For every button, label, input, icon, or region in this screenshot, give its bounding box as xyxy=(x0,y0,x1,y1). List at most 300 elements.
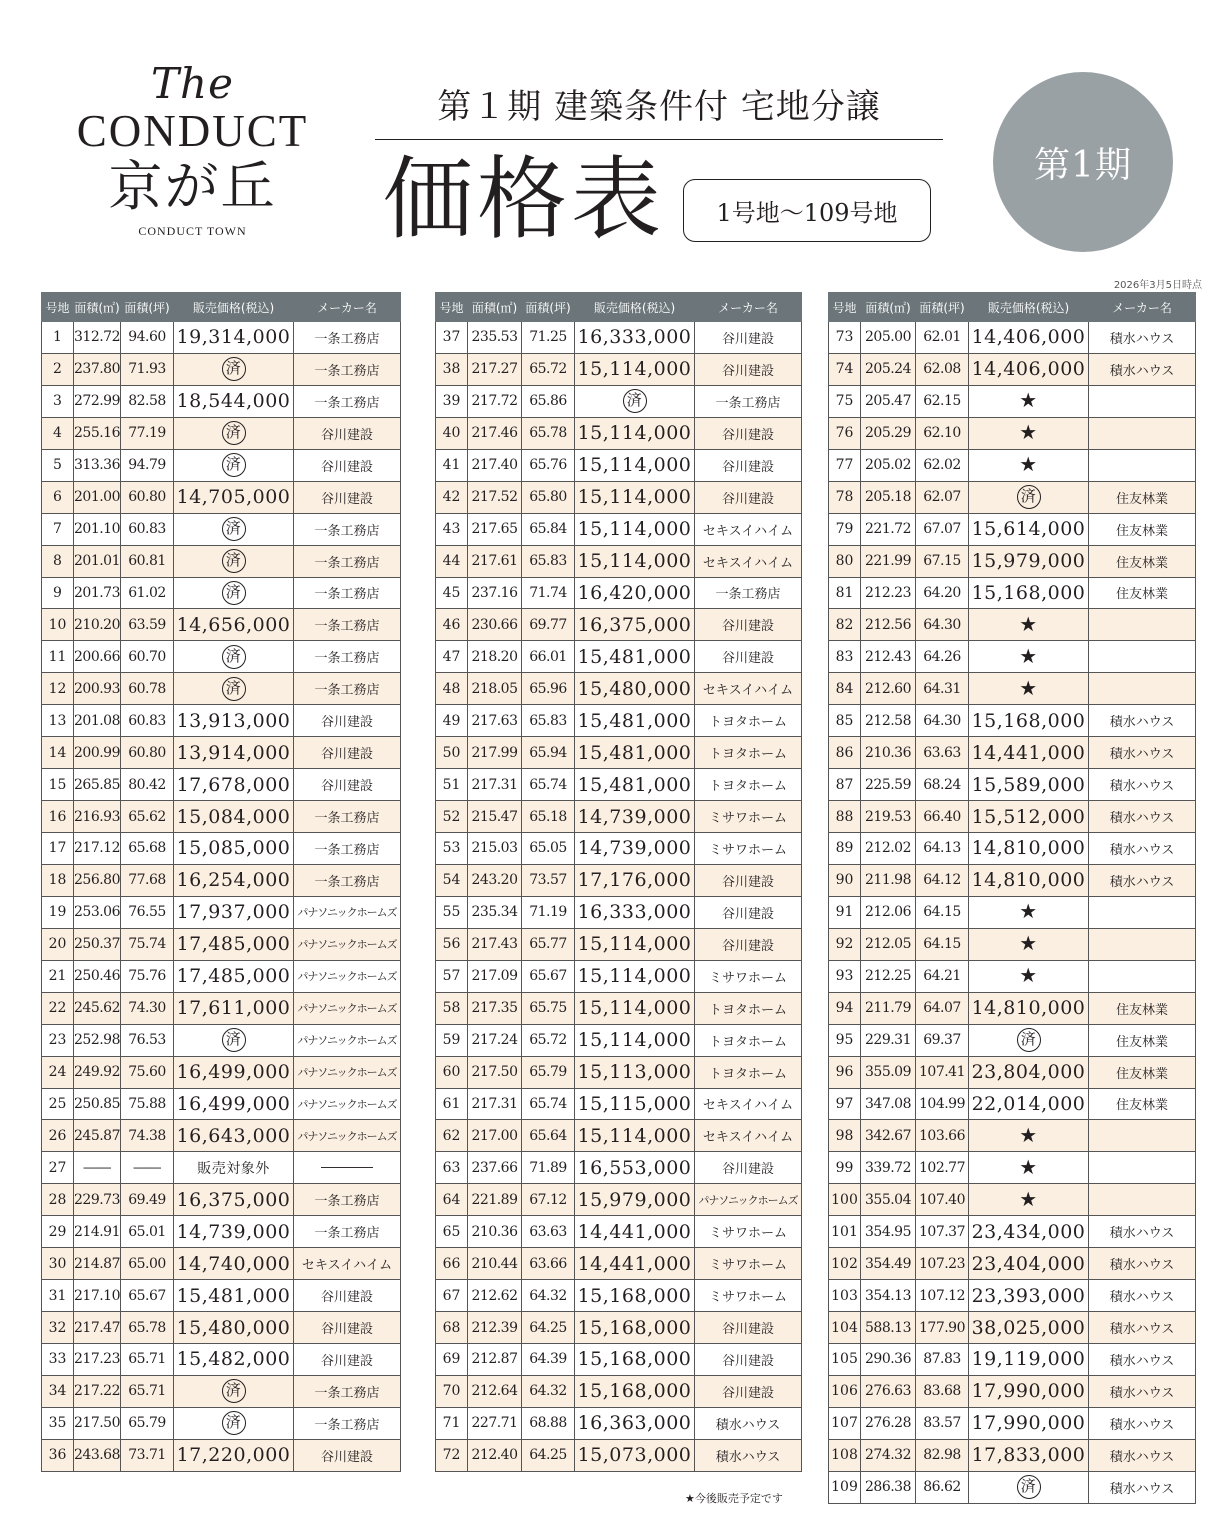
maker-cell: 谷川建設 xyxy=(294,705,401,737)
table-row xyxy=(829,1407,1196,1439)
area-sqm-cell: 216.93 xyxy=(74,801,121,833)
maker-header: メーカー名 xyxy=(695,293,802,322)
area-sqm-cell: 217.23 xyxy=(74,1344,121,1376)
table-row xyxy=(436,1248,802,1280)
maker-cell: 積水ハウス xyxy=(1089,737,1196,769)
area-sqm-cell: 212.06 xyxy=(861,896,916,928)
area-sqm-cell: 217.22 xyxy=(74,1375,121,1407)
table-row xyxy=(829,385,1196,417)
table-row xyxy=(42,641,401,673)
area-tsubo-cell: 65.86 xyxy=(522,385,575,417)
area-sqm-cell: 355.04 xyxy=(861,1184,916,1216)
table-row xyxy=(42,481,401,513)
area-sqm-cell: 217.46 xyxy=(468,417,522,449)
maker-cell: 一条工務店 xyxy=(294,353,401,385)
maker-cell: 一条工務店 xyxy=(294,1184,401,1216)
maker-cell: 谷川建設 xyxy=(695,609,802,641)
area-sqm-cell: 250.37 xyxy=(74,928,121,960)
table-row xyxy=(829,1375,1196,1407)
table-row xyxy=(436,609,802,641)
price-cell: 15,114,000 xyxy=(575,417,695,449)
area-sqm-cell: 210.36 xyxy=(861,737,916,769)
lot-number-cell: 106 xyxy=(829,1375,861,1407)
lot-number-cell: 108 xyxy=(829,1439,861,1471)
table-row xyxy=(829,353,1196,385)
price-cell xyxy=(969,609,1089,641)
area-tsubo-cell: 64.07 xyxy=(916,992,969,1024)
maker-cell xyxy=(1089,673,1196,705)
area-tsubo-cell: 60.80 xyxy=(121,481,174,513)
lot-range-badge: 1号地～109号地 xyxy=(683,179,931,242)
area-tsubo-cell: 60.78 xyxy=(121,673,174,705)
area-tsubo-cell: 65.71 xyxy=(121,1344,174,1376)
price-cell xyxy=(174,1407,294,1439)
lot-number-cell: 38 xyxy=(436,353,468,385)
lot-number-cell: 48 xyxy=(436,673,468,705)
maker-cell: パナソニックホームズ xyxy=(294,896,401,928)
table-row xyxy=(436,1088,802,1120)
price-cell: 16,363,000 xyxy=(575,1407,695,1439)
area-sqm-cell: 229.31 xyxy=(861,1024,916,1056)
lot-number-cell: 65 xyxy=(436,1216,468,1248)
price-cell: 15,114,000 xyxy=(575,992,695,1024)
table-row xyxy=(829,1344,1196,1376)
price-cell: 16,553,000 xyxy=(575,1152,695,1184)
maker-cell: 谷川建設 xyxy=(695,928,802,960)
area-tsubo-cell: 63.66 xyxy=(522,1248,575,1280)
area-sqm-cell: 212.64 xyxy=(468,1375,522,1407)
price-cell: 23,804,000 xyxy=(969,1056,1089,1088)
area-tsubo-cell: 65.67 xyxy=(121,1280,174,1312)
area-tsubo-cell: 65.75 xyxy=(522,992,575,1024)
area-tsubo-cell: 71.74 xyxy=(522,577,575,609)
table-row xyxy=(829,1439,1196,1471)
maker-cell: パナソニックホームズ xyxy=(294,1088,401,1120)
area-sqm-cell: 256.80 xyxy=(74,864,121,896)
table-row xyxy=(42,801,401,833)
area-sqm-cell: 217.61 xyxy=(468,545,522,577)
price-cell xyxy=(969,960,1089,992)
lot-number-cell: 12 xyxy=(42,673,74,705)
price-cell: 15,482,000 xyxy=(174,1344,294,1376)
table-row xyxy=(829,481,1196,513)
lot-number-cell: 53 xyxy=(436,833,468,865)
price-cell: 23,434,000 xyxy=(969,1216,1089,1248)
area-tsubo-cell: 65.18 xyxy=(522,801,575,833)
area-tsubo-cell: 83.57 xyxy=(916,1407,969,1439)
maker-cell: 積水ハウス xyxy=(1089,322,1196,354)
maker-cell: 谷川建設 xyxy=(695,353,802,385)
table-row xyxy=(829,769,1196,801)
area-tsubo-cell: 65.74 xyxy=(522,1088,575,1120)
area-tsubo-cell: 62.07 xyxy=(916,481,969,513)
area-tsubo-header: 面積(坪) xyxy=(916,293,969,322)
price-cell: 15,614,000 xyxy=(969,513,1089,545)
price-cell: 15,168,000 xyxy=(575,1312,695,1344)
maker-cell: ミサワホーム xyxy=(695,1280,802,1312)
lot-number-cell: 39 xyxy=(436,385,468,417)
area-tsubo-cell: 67.07 xyxy=(916,513,969,545)
price-table-3 xyxy=(828,292,1196,1504)
area-sqm-cell: 212.40 xyxy=(468,1439,522,1471)
maker-cell: 積水ハウス xyxy=(1089,1280,1196,1312)
lot-number-cell: 62 xyxy=(436,1120,468,1152)
price-cell: 16,499,000 xyxy=(174,1088,294,1120)
area-tsubo-cell: 71.25 xyxy=(522,322,575,354)
price-header: 販売価格(税込) xyxy=(969,293,1089,322)
lot-number-cell: 80 xyxy=(829,545,861,577)
area-tsubo-cell: 76.55 xyxy=(121,896,174,928)
lot-number-cell: 83 xyxy=(829,641,861,673)
area-tsubo-cell: 64.13 xyxy=(916,833,969,865)
lot-number-cell: 20 xyxy=(42,928,74,960)
area-sqm-cell: 265.85 xyxy=(74,769,121,801)
area-sqm-cell: 205.24 xyxy=(861,353,916,385)
area-tsubo-cell: 75.60 xyxy=(121,1056,174,1088)
lot-number-cell: 76 xyxy=(829,417,861,449)
price-cell: 16,420,000 xyxy=(575,577,695,609)
maker-cell: 一条工務店 xyxy=(294,801,401,833)
area-sqm-cell: 217.72 xyxy=(468,385,522,417)
table-row xyxy=(436,1375,802,1407)
price-cell: 16,333,000 xyxy=(575,322,695,354)
maker-cell: パナソニックホームズ xyxy=(294,1024,401,1056)
maker-cell: 谷川建設 xyxy=(294,769,401,801)
maker-cell: 谷川建設 xyxy=(695,1312,802,1344)
maker-cell: パナソニックホームズ xyxy=(294,992,401,1024)
price-cell: 16,499,000 xyxy=(174,1056,294,1088)
area-sqm-cell: 217.40 xyxy=(468,449,522,481)
area-tsubo-cell: 73.71 xyxy=(121,1439,174,1471)
area-tsubo-cell: 61.02 xyxy=(121,577,174,609)
area-sqm-cell: 211.98 xyxy=(861,864,916,896)
table-row xyxy=(829,417,1196,449)
maker-cell: 積水ハウス xyxy=(1089,353,1196,385)
price-cell: 15,114,000 xyxy=(575,353,695,385)
table-row xyxy=(829,705,1196,737)
price-cell: 13,913,000 xyxy=(174,705,294,737)
maker-cell xyxy=(1089,896,1196,928)
lot-number-cell: 43 xyxy=(436,513,468,545)
area-tsubo-cell: 65.76 xyxy=(522,449,575,481)
area-sqm-cell: 227.71 xyxy=(468,1407,522,1439)
table-row xyxy=(829,1216,1196,1248)
sold-mark: 済 xyxy=(222,677,246,701)
price-cell: 15,114,000 xyxy=(575,1024,695,1056)
lot-number-cell: 27 xyxy=(42,1152,74,1184)
logo-kyogaoka: 京が丘 xyxy=(108,155,277,218)
area-sqm-cell: 217.31 xyxy=(468,1088,522,1120)
area-sqm-cell: 274.32 xyxy=(861,1439,916,1471)
area-sqm-cell: 212.62 xyxy=(468,1280,522,1312)
maker-cell: 積水ハウス xyxy=(695,1439,802,1471)
area-sqm-cell: 212.23 xyxy=(861,577,916,609)
lot-number-cell: 1 xyxy=(42,322,74,354)
area-tsubo-cell: 103.66 xyxy=(916,1120,969,1152)
area-tsubo-cell: 64.25 xyxy=(522,1439,575,1471)
area-sqm-cell: 225.59 xyxy=(861,769,916,801)
area-tsubo-cell: 73.57 xyxy=(522,864,575,896)
area-sqm-cell: 212.56 xyxy=(861,609,916,641)
table-row xyxy=(42,1439,401,1471)
table-row xyxy=(42,1088,401,1120)
area-sqm-cell: 252.98 xyxy=(74,1024,121,1056)
lot-number-cell: 63 xyxy=(436,1152,468,1184)
maker-cell: 谷川建設 xyxy=(695,641,802,673)
sold-mark: 済 xyxy=(222,581,246,605)
maker-cell: 積水ハウス xyxy=(1089,801,1196,833)
table-row xyxy=(436,801,802,833)
lot-number-cell: 52 xyxy=(436,801,468,833)
lot-number-cell: 23 xyxy=(42,1024,74,1056)
area-tsubo-cell: ―― xyxy=(121,1152,174,1184)
maker-cell: トヨタホーム xyxy=(695,1056,802,1088)
lot-number-cell: 75 xyxy=(829,385,861,417)
area-sqm-cell: 243.68 xyxy=(74,1439,121,1471)
price-cell: 15,114,000 xyxy=(575,449,695,481)
maker-cell: パナソニックホームズ xyxy=(294,928,401,960)
table-row xyxy=(42,417,401,449)
table-row xyxy=(42,1184,401,1216)
area-sqm-cell: 354.49 xyxy=(861,1248,916,1280)
maker-cell: セキスイハイム xyxy=(695,673,802,705)
area-tsubo-cell: 62.02 xyxy=(916,449,969,481)
area-tsubo-cell: 83.68 xyxy=(916,1375,969,1407)
area-sqm-cell: 217.12 xyxy=(74,833,121,865)
price-cell: 15,114,000 xyxy=(575,1120,695,1152)
price-cell: 14,705,000 xyxy=(174,481,294,513)
lot-number-cell: 94 xyxy=(829,992,861,1024)
maker-cell: 一条工務店 xyxy=(294,322,401,354)
lot-number-cell: 40 xyxy=(436,417,468,449)
table-row xyxy=(42,864,401,896)
maker-cell: トヨタホーム xyxy=(695,769,802,801)
area-tsubo-cell: 68.24 xyxy=(916,769,969,801)
maker-cell: 谷川建設 xyxy=(294,481,401,513)
lot-number-cell: 82 xyxy=(829,609,861,641)
maker-cell: 一条工務店 xyxy=(294,1407,401,1439)
area-tsubo-cell: 64.30 xyxy=(916,705,969,737)
area-sqm-cell: 214.87 xyxy=(74,1248,121,1280)
area-tsubo-cell: 63.63 xyxy=(522,1216,575,1248)
maker-cell: 一条工務店 xyxy=(294,577,401,609)
lot-header: 号地 xyxy=(42,293,74,322)
area-sqm-cell: 354.95 xyxy=(861,1216,916,1248)
table-row xyxy=(42,737,401,769)
area-tsubo-cell: 65.79 xyxy=(121,1407,174,1439)
price-cell: 15,114,000 xyxy=(575,928,695,960)
area-tsubo-cell: 65.72 xyxy=(522,353,575,385)
price-cell xyxy=(969,1471,1089,1503)
maker-cell: ―――― xyxy=(294,1152,401,1184)
lot-number-cell: 47 xyxy=(436,641,468,673)
area-sqm-cell: 200.66 xyxy=(74,641,121,673)
table-row xyxy=(436,545,802,577)
price-cell: 17,176,000 xyxy=(575,864,695,896)
price-cell: 15,481,000 xyxy=(575,705,695,737)
table-row xyxy=(829,577,1196,609)
area-sqm-cell: 217.43 xyxy=(468,928,522,960)
table-row xyxy=(436,1152,802,1184)
upcoming-star-mark: ★ xyxy=(1019,388,1038,413)
lot-number-cell: 61 xyxy=(436,1088,468,1120)
maker-cell: 一条工務店 xyxy=(294,513,401,545)
maker-cell xyxy=(1089,417,1196,449)
sold-mark: 済 xyxy=(1017,485,1041,509)
area-tsubo-cell: 67.15 xyxy=(916,545,969,577)
price-cell: 15,481,000 xyxy=(575,769,695,801)
area-sqm-header: 面積(㎡) xyxy=(861,293,916,322)
area-sqm-cell: 217.31 xyxy=(468,769,522,801)
table-row xyxy=(829,1024,1196,1056)
area-tsubo-cell: 64.21 xyxy=(916,960,969,992)
price-cell: 15,168,000 xyxy=(969,705,1089,737)
maker-cell: 谷川建設 xyxy=(695,322,802,354)
area-sqm-cell: 201.73 xyxy=(74,577,121,609)
table-row xyxy=(436,1312,802,1344)
area-tsubo-cell: 74.38 xyxy=(121,1120,174,1152)
maker-cell: トヨタホーム xyxy=(695,1024,802,1056)
upcoming-star-mark: ★ xyxy=(1019,1154,1038,1179)
table-row xyxy=(42,705,401,737)
price-cell: 15,168,000 xyxy=(575,1375,695,1407)
area-tsubo-cell: 66.01 xyxy=(522,641,575,673)
price-cell: 17,485,000 xyxy=(174,960,294,992)
maker-cell: 積水ハウス xyxy=(1089,1216,1196,1248)
table-row xyxy=(436,322,802,354)
area-sqm-cell: 229.73 xyxy=(74,1184,121,1216)
table-row xyxy=(42,1344,401,1376)
price-cell: 14,739,000 xyxy=(575,833,695,865)
area-tsubo-cell: 60.80 xyxy=(121,737,174,769)
price-table-2 xyxy=(435,292,802,1472)
maker-cell: ミサワホーム xyxy=(695,801,802,833)
area-tsubo-cell: 64.15 xyxy=(916,928,969,960)
price-cell: 17,220,000 xyxy=(174,1439,294,1471)
area-tsubo-cell: 65.74 xyxy=(522,769,575,801)
area-tsubo-cell: 65.01 xyxy=(121,1216,174,1248)
price-cell: 17,678,000 xyxy=(174,769,294,801)
table-row xyxy=(436,1056,802,1088)
logo-the: The xyxy=(151,59,234,108)
lot-header: 号地 xyxy=(829,293,861,322)
area-sqm-cell: 212.05 xyxy=(861,928,916,960)
area-sqm-cell: 214.91 xyxy=(74,1216,121,1248)
table-row xyxy=(829,864,1196,896)
area-sqm-cell: 235.34 xyxy=(468,896,522,928)
area-sqm-cell: 201.10 xyxy=(74,513,121,545)
area-tsubo-cell: 75.88 xyxy=(121,1088,174,1120)
lot-number-cell: 4 xyxy=(42,417,74,449)
table-row xyxy=(436,1216,802,1248)
price-cell: 15,512,000 xyxy=(969,801,1089,833)
maker-cell: 谷川建設 xyxy=(294,737,401,769)
maker-cell xyxy=(1089,960,1196,992)
maker-cell: 一条工務店 xyxy=(294,833,401,865)
maker-cell: トヨタホーム xyxy=(695,737,802,769)
maker-cell: 谷川建設 xyxy=(294,1439,401,1471)
lot-number-cell: 102 xyxy=(829,1248,861,1280)
price-cell xyxy=(969,928,1089,960)
area-sqm-cell: 312.72 xyxy=(74,322,121,354)
area-sqm-cell: 230.66 xyxy=(468,609,522,641)
price-cell xyxy=(174,353,294,385)
lot-number-cell: 68 xyxy=(436,1312,468,1344)
lot-number-cell: 86 xyxy=(829,737,861,769)
area-tsubo-cell: 76.53 xyxy=(121,1024,174,1056)
maker-cell: トヨタホーム xyxy=(695,705,802,737)
table-row xyxy=(436,864,802,896)
lot-number-cell: 101 xyxy=(829,1216,861,1248)
maker-cell: 谷川建設 xyxy=(294,1280,401,1312)
maker-cell: パナソニックホームズ xyxy=(294,1120,401,1152)
price-cell: 15,114,000 xyxy=(575,545,695,577)
upcoming-star-mark: ★ xyxy=(1019,931,1038,956)
lot-number-cell: 58 xyxy=(436,992,468,1024)
area-sqm-cell: 217.50 xyxy=(468,1056,522,1088)
lot-number-cell: 90 xyxy=(829,864,861,896)
maker-cell: 一条工務店 xyxy=(695,577,802,609)
sold-mark: 済 xyxy=(222,645,246,669)
area-sqm-cell: 313.36 xyxy=(74,449,121,481)
price-cell: 販売対象外 xyxy=(174,1152,294,1184)
table-row xyxy=(829,1152,1196,1184)
area-tsubo-cell: 65.71 xyxy=(121,1375,174,1407)
price-cell: 15,113,000 xyxy=(575,1056,695,1088)
area-sqm-cell: 205.18 xyxy=(861,481,916,513)
table-row xyxy=(829,1248,1196,1280)
area-sqm-cell: 347.08 xyxy=(861,1088,916,1120)
lot-number-cell: 70 xyxy=(436,1375,468,1407)
lot-number-cell: 64 xyxy=(436,1184,468,1216)
area-tsubo-cell: 64.32 xyxy=(522,1375,575,1407)
price-cell: 14,441,000 xyxy=(969,737,1089,769)
lot-number-cell: 3 xyxy=(42,385,74,417)
lot-number-cell: 95 xyxy=(829,1024,861,1056)
area-sqm-cell: 217.00 xyxy=(468,1120,522,1152)
price-table-1 xyxy=(41,292,401,1472)
area-tsubo-cell: 69.77 xyxy=(522,609,575,641)
table-row xyxy=(829,322,1196,354)
area-tsubo-cell: 65.77 xyxy=(522,928,575,960)
area-sqm-cell: 237.80 xyxy=(74,353,121,385)
area-tsubo-cell: 107.41 xyxy=(916,1056,969,1088)
area-tsubo-cell: 65.64 xyxy=(522,1120,575,1152)
maker-cell: 谷川建設 xyxy=(695,481,802,513)
lot-number-cell: 85 xyxy=(829,705,861,737)
price-cell: 13,914,000 xyxy=(174,737,294,769)
table-row xyxy=(42,896,401,928)
maker-cell: トヨタホーム xyxy=(695,992,802,1024)
lot-number-cell: 26 xyxy=(42,1120,74,1152)
area-sqm-header: 面積(㎡) xyxy=(74,293,121,322)
area-tsubo-cell: 65.62 xyxy=(121,801,174,833)
area-sqm-cell: 212.25 xyxy=(861,960,916,992)
area-tsubo-cell: 77.68 xyxy=(121,864,174,896)
sold-mark: 済 xyxy=(222,1411,246,1435)
logo-conduct-town: CONDUCT TOWN xyxy=(138,224,247,238)
area-tsubo-cell: 64.39 xyxy=(522,1344,575,1376)
area-tsubo-cell: 75.76 xyxy=(121,960,174,992)
maker-cell xyxy=(1089,1184,1196,1216)
price-cell: 22,014,000 xyxy=(969,1088,1089,1120)
lot-header: 号地 xyxy=(436,293,468,322)
maker-cell: セキスイハイム xyxy=(695,513,802,545)
maker-cell: 谷川建設 xyxy=(294,449,401,481)
area-tsubo-cell: 62.15 xyxy=(916,385,969,417)
maker-cell: 積水ハウス xyxy=(1089,1344,1196,1376)
maker-cell: セキスイハイム xyxy=(695,545,802,577)
